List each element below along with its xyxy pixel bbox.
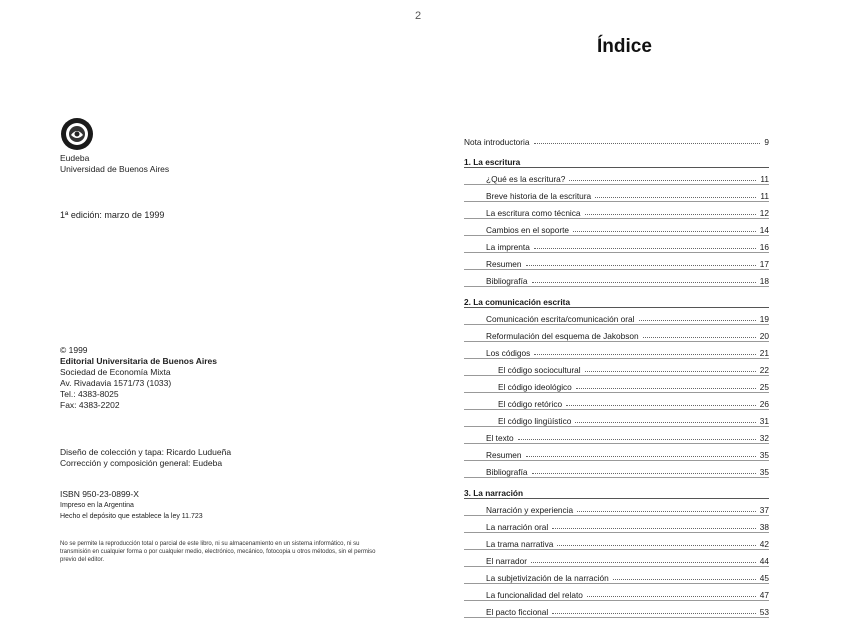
toc-entry-label: Reformulación del esquema de Jakobson [486, 331, 639, 341]
toc-entry [464, 168, 769, 185]
toc-entry [464, 342, 769, 359]
university-seal-icon [60, 117, 94, 151]
toc-entry-label: El código retórico [498, 399, 563, 409]
toc-entry-page: 32 [759, 433, 769, 443]
toc-entry-page: 11 [760, 174, 769, 184]
toc-leader-dots [552, 528, 756, 529]
toc-entry-label: ¿Qué es la escritura? [486, 174, 566, 184]
toc-entry-page: 38 [759, 522, 769, 532]
printed-in: Impreso en la Argentina [60, 502, 134, 509]
toc-entry-label: El código lingüístico [498, 416, 572, 426]
telephone: Tel.: 4383-8025 [60, 389, 119, 399]
toc-entry-page: 19 [759, 314, 769, 324]
toc-entry-label: La funcionalidad del relato [486, 590, 583, 600]
toc-leader-dots [566, 405, 756, 406]
toc-leader-dots [526, 456, 756, 457]
toc-entry-label: La narración oral [486, 522, 549, 532]
legal-notice: No se permite la reproducción total o parcial de este libro, ni su almacenamiento en un sistema informático, ni su transmisión en cualquier forma o por cualquier medio, electrónico, mecánico, fotocopia u otros métodos, sin el permiso previo del editor. [60, 541, 376, 563]
table-of-contents [464, 132, 769, 618]
toc-leader-dots [613, 579, 756, 580]
toc-entry-label: Breve historia de la escritura [486, 191, 592, 201]
society-type: Sociedad de Economía Mixta [60, 367, 171, 377]
toc-entry-label: Resumen [486, 259, 522, 269]
toc-entry-label: 1. La escritura [464, 157, 521, 167]
toc-entry [464, 601, 769, 618]
fax: Fax: 4383-2202 [60, 400, 120, 410]
toc-entry [464, 270, 769, 287]
toc-leader-dots [531, 562, 756, 563]
toc-entry-label: Nota introductoria [464, 137, 530, 147]
isbn-block [60, 489, 203, 522]
toc-entry-page: 22 [759, 365, 769, 375]
toc-entry [464, 253, 769, 270]
toc-leader-dots [576, 388, 756, 389]
toc-entry-label: Bibliografía [486, 467, 528, 477]
copyright-year: © 1999 [60, 345, 88, 355]
toc-leader-dots [557, 545, 755, 546]
toc-entry-page: 16 [759, 242, 769, 252]
toc-entry-label: Resumen [486, 450, 522, 460]
toc-entry-page: 9 [764, 137, 769, 147]
toc-entry-page: 45 [759, 573, 769, 583]
toc-entry-page: 20 [759, 331, 769, 341]
toc-leader-dots [587, 596, 756, 597]
toc-entry-label: Los códigos [486, 348, 531, 358]
toc-entry [464, 236, 769, 253]
copyright-block [60, 345, 217, 411]
toc-entry-label: El pacto ficcional [486, 607, 549, 617]
toc-section-heading [464, 293, 769, 308]
toc-section-heading [464, 484, 769, 499]
toc-entry-page: 14 [759, 225, 769, 235]
toc-entry-page: 47 [759, 590, 769, 600]
address: Av. Rivadavia 1571/73 (1033) [60, 378, 172, 388]
toc-entry-label: El código sociocultural [498, 365, 581, 375]
toc-entry-label: El código ideológico [498, 382, 572, 392]
toc-entry-page: 53 [759, 607, 769, 617]
toc-entry [464, 584, 769, 601]
toc-entry-label: Narración y experiencia [486, 505, 574, 515]
legal-deposit: Hecho el depósito que establece la ley 11.723 [60, 513, 203, 520]
toc-leader-dots [577, 511, 756, 512]
toc-entry [464, 550, 769, 567]
toc-entry-page: 44 [759, 556, 769, 566]
toc-entry-page: 37 [759, 505, 769, 515]
toc-leader-dots [532, 473, 756, 474]
toc-entry [464, 533, 769, 550]
toc-entry-page: 11 [760, 191, 769, 201]
toc-entry-page: 12 [759, 208, 769, 218]
toc-entry-label: La trama narrativa [486, 539, 554, 549]
toc-leader-dots [534, 354, 755, 355]
toc-entry-page: 21 [759, 348, 769, 358]
credits-block [60, 447, 231, 469]
editorial-name: Editorial Universitaria de Buenos Aires [60, 356, 217, 366]
toc-entry [464, 376, 769, 393]
toc-entry [464, 461, 769, 478]
university-name: Universidad de Buenos Aires [60, 164, 170, 174]
toc-entry [464, 499, 769, 516]
toc-section-heading [464, 153, 769, 168]
toc-entry-label: 2. La comunicación escrita [464, 297, 571, 307]
toc-entry-page: 26 [759, 399, 769, 409]
toc-entry [464, 516, 769, 533]
toc-entry-label: La imprenta [486, 242, 530, 252]
toc-leader-dots [526, 265, 756, 266]
toc-entry-label: Bibliografía [486, 276, 528, 286]
toc-entry [464, 567, 769, 584]
correction-credit: Corrección y composición general: Eudeba [60, 458, 223, 468]
toc-entry-label: El texto [486, 433, 514, 443]
page-number: 2 [415, 10, 422, 22]
toc-entry-page: 42 [759, 539, 769, 549]
toc-entry-page: 35 [759, 467, 769, 477]
design-credit: Diseño de colección y tapa: Ricardo Ludueña [60, 447, 232, 457]
toc-entry-page: 17 [759, 259, 769, 269]
toc-entry-label: La escritura como técnica [486, 208, 581, 218]
toc-entry [464, 427, 769, 444]
toc-entry-page: 25 [759, 382, 769, 392]
toc-entry-page: 35 [759, 450, 769, 460]
toc-leader-dots [595, 197, 756, 198]
toc-entry [464, 202, 769, 219]
toc-leader-dots [585, 214, 756, 215]
toc-entry-page: 31 [759, 416, 769, 426]
toc-entry-label: 3. La narración [464, 488, 524, 498]
toc-leader-dots [639, 320, 756, 321]
toc-entry-label: Comunicación escrita/comunicación oral [486, 314, 635, 324]
toc-entry-label: La subjetivización de la narración [486, 573, 609, 583]
toc-title: Índice [597, 36, 652, 57]
toc-leader-dots [573, 231, 756, 232]
toc-entry [464, 185, 769, 202]
toc-entry [464, 393, 769, 410]
toc-leader-dots [534, 143, 761, 144]
toc-entry [464, 308, 769, 325]
toc-entry [464, 325, 769, 342]
toc-leader-dots [552, 613, 756, 614]
toc-entry [464, 219, 769, 236]
toc-leader-dots [518, 439, 756, 440]
toc-leader-dots [643, 337, 756, 338]
publisher-block [60, 153, 169, 175]
toc-entry-label: El narrador [486, 556, 528, 566]
toc-entry [464, 444, 769, 461]
toc-leader-dots [575, 422, 755, 423]
toc-entry [464, 410, 769, 427]
toc-entry [464, 132, 769, 147]
toc-leader-dots [534, 248, 756, 249]
publisher-name: Eudeba [60, 153, 90, 163]
isbn: ISBN 950-23-0899-X [60, 489, 139, 499]
toc-leader-dots [532, 282, 756, 283]
toc-leader-dots [569, 180, 756, 181]
toc-entry-page: 18 [759, 276, 769, 286]
edition-line: 1ª edición: marzo de 1999 [60, 210, 165, 220]
toc-entry [464, 359, 769, 376]
toc-entry-label: Cambios en el soporte [486, 225, 570, 235]
toc-leader-dots [585, 371, 756, 372]
